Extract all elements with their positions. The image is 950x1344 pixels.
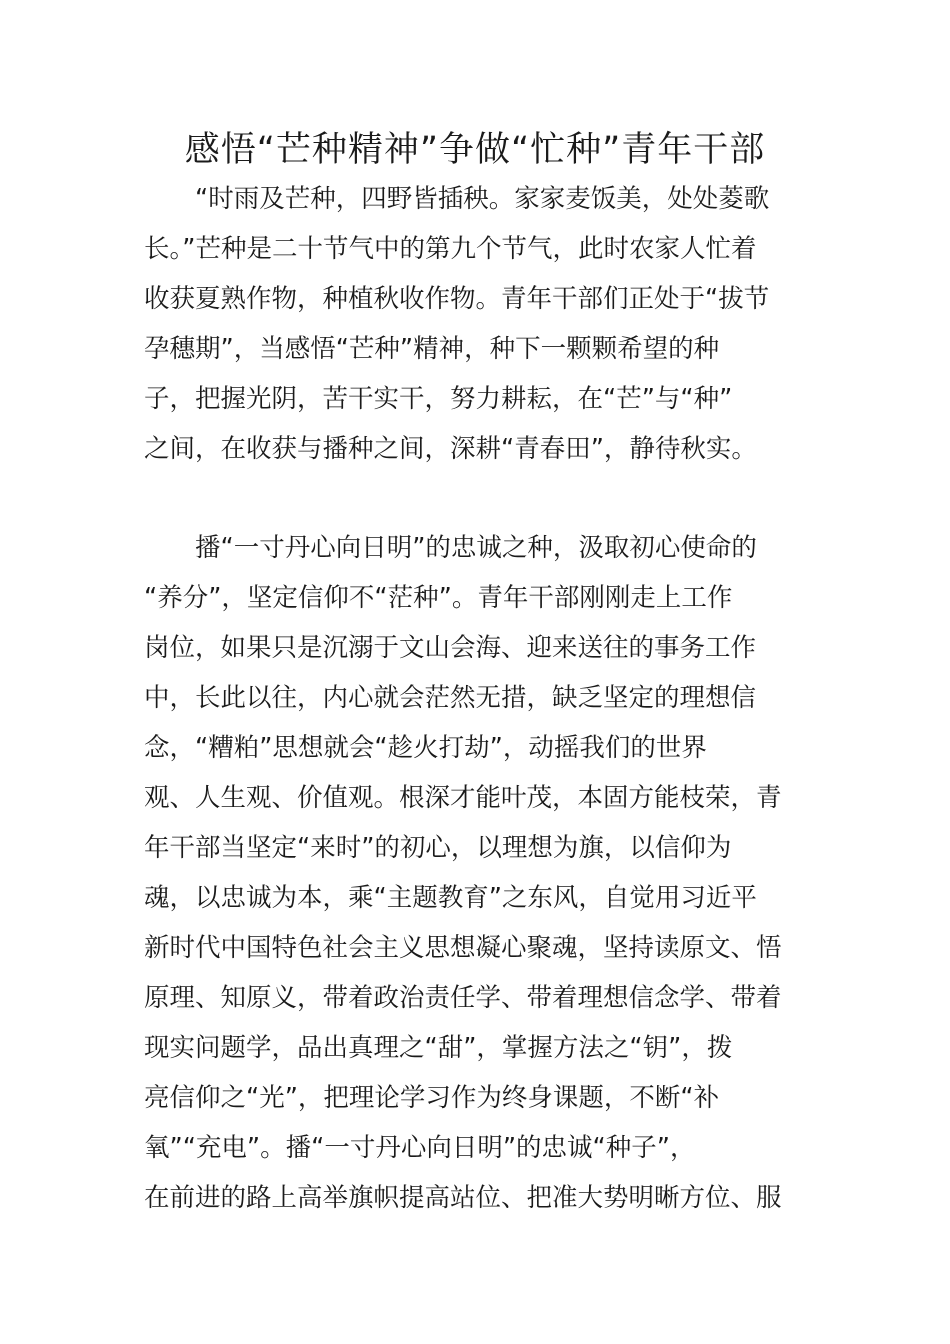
paragraph-line: 之间，在收获与播种之间，深耕“青春田”，静待秋实。 <box>144 434 757 464</box>
paragraph-line: 原理、知原义，带着政治责任学、带着理想信念学、带着 <box>144 983 782 1013</box>
paragraph-line: 长。”芒种是二十节气中的第九个节气，此时农家人忙着 <box>144 234 757 264</box>
paragraph-line: 现实问题学，品出真理之“甜”，掌握方法之“钥”，拨 <box>144 1033 733 1063</box>
document-title: 感悟“芒种精神”争做“忙种”青年干部 <box>184 130 766 170</box>
paragraph-line: 子，把握光阴，苦干实干，努力耕耘，在“芒”与“种” <box>144 384 733 414</box>
paragraph-line: 中，长此以往，内心就会茫然无措，缺乏坚定的理想信 <box>144 683 757 713</box>
paragraph-line: 新时代中国特色社会主义思想凝心聚魂，坚持读原文、悟 <box>144 933 782 963</box>
paragraph-line: 收获夏熟作物，种植秋收作物。青年干部们正处于“拔节 <box>144 284 770 314</box>
paragraph-line: 氧”“充电”。播“一寸丹心向日明”的忠诚“种子”， <box>144 1133 696 1163</box>
paragraph-line: 亮信仰之“光”，把理论学习作为终身课题，不断“补 <box>144 1083 720 1113</box>
paragraph-line: 观、人生观、价值观。根深才能叶茂，本固方能枝荣，青 <box>144 783 782 813</box>
paragraph-line: 魂，以忠诚为本，乘“主题教育”之东风，自觉用习近平 <box>144 883 757 913</box>
paragraph-line: “时雨及芒种，四野皆插秧。家家麦饭美，处处菱歌 <box>195 184 770 214</box>
paragraph-line: “养分”，坚定信仰不“茫种”。青年干部刚刚走上工作 <box>144 583 733 613</box>
paragraph-line: 播“一寸丹心向日明”的忠诚之种，汲取初心使命的 <box>195 533 757 563</box>
paragraph-line: 岗位，如果只是沉溺于文山会海、迎来送往的事务工作 <box>144 633 757 663</box>
paragraph-line: 年干部当坚定“来时”的初心，以理想为旗，以信仰为 <box>144 833 732 863</box>
paragraph-line: 孕穗期”，当感悟“芒种”精神，种下一颗颗希望的种 <box>144 334 720 364</box>
paragraph-line: 在前进的路上高举旗帜提高站位、把准大势明晰方位、服 <box>144 1183 782 1213</box>
paragraph-line: 念，“糟粕”思想就会“趁火打劫”，动摇我们的世界 <box>144 733 707 763</box>
